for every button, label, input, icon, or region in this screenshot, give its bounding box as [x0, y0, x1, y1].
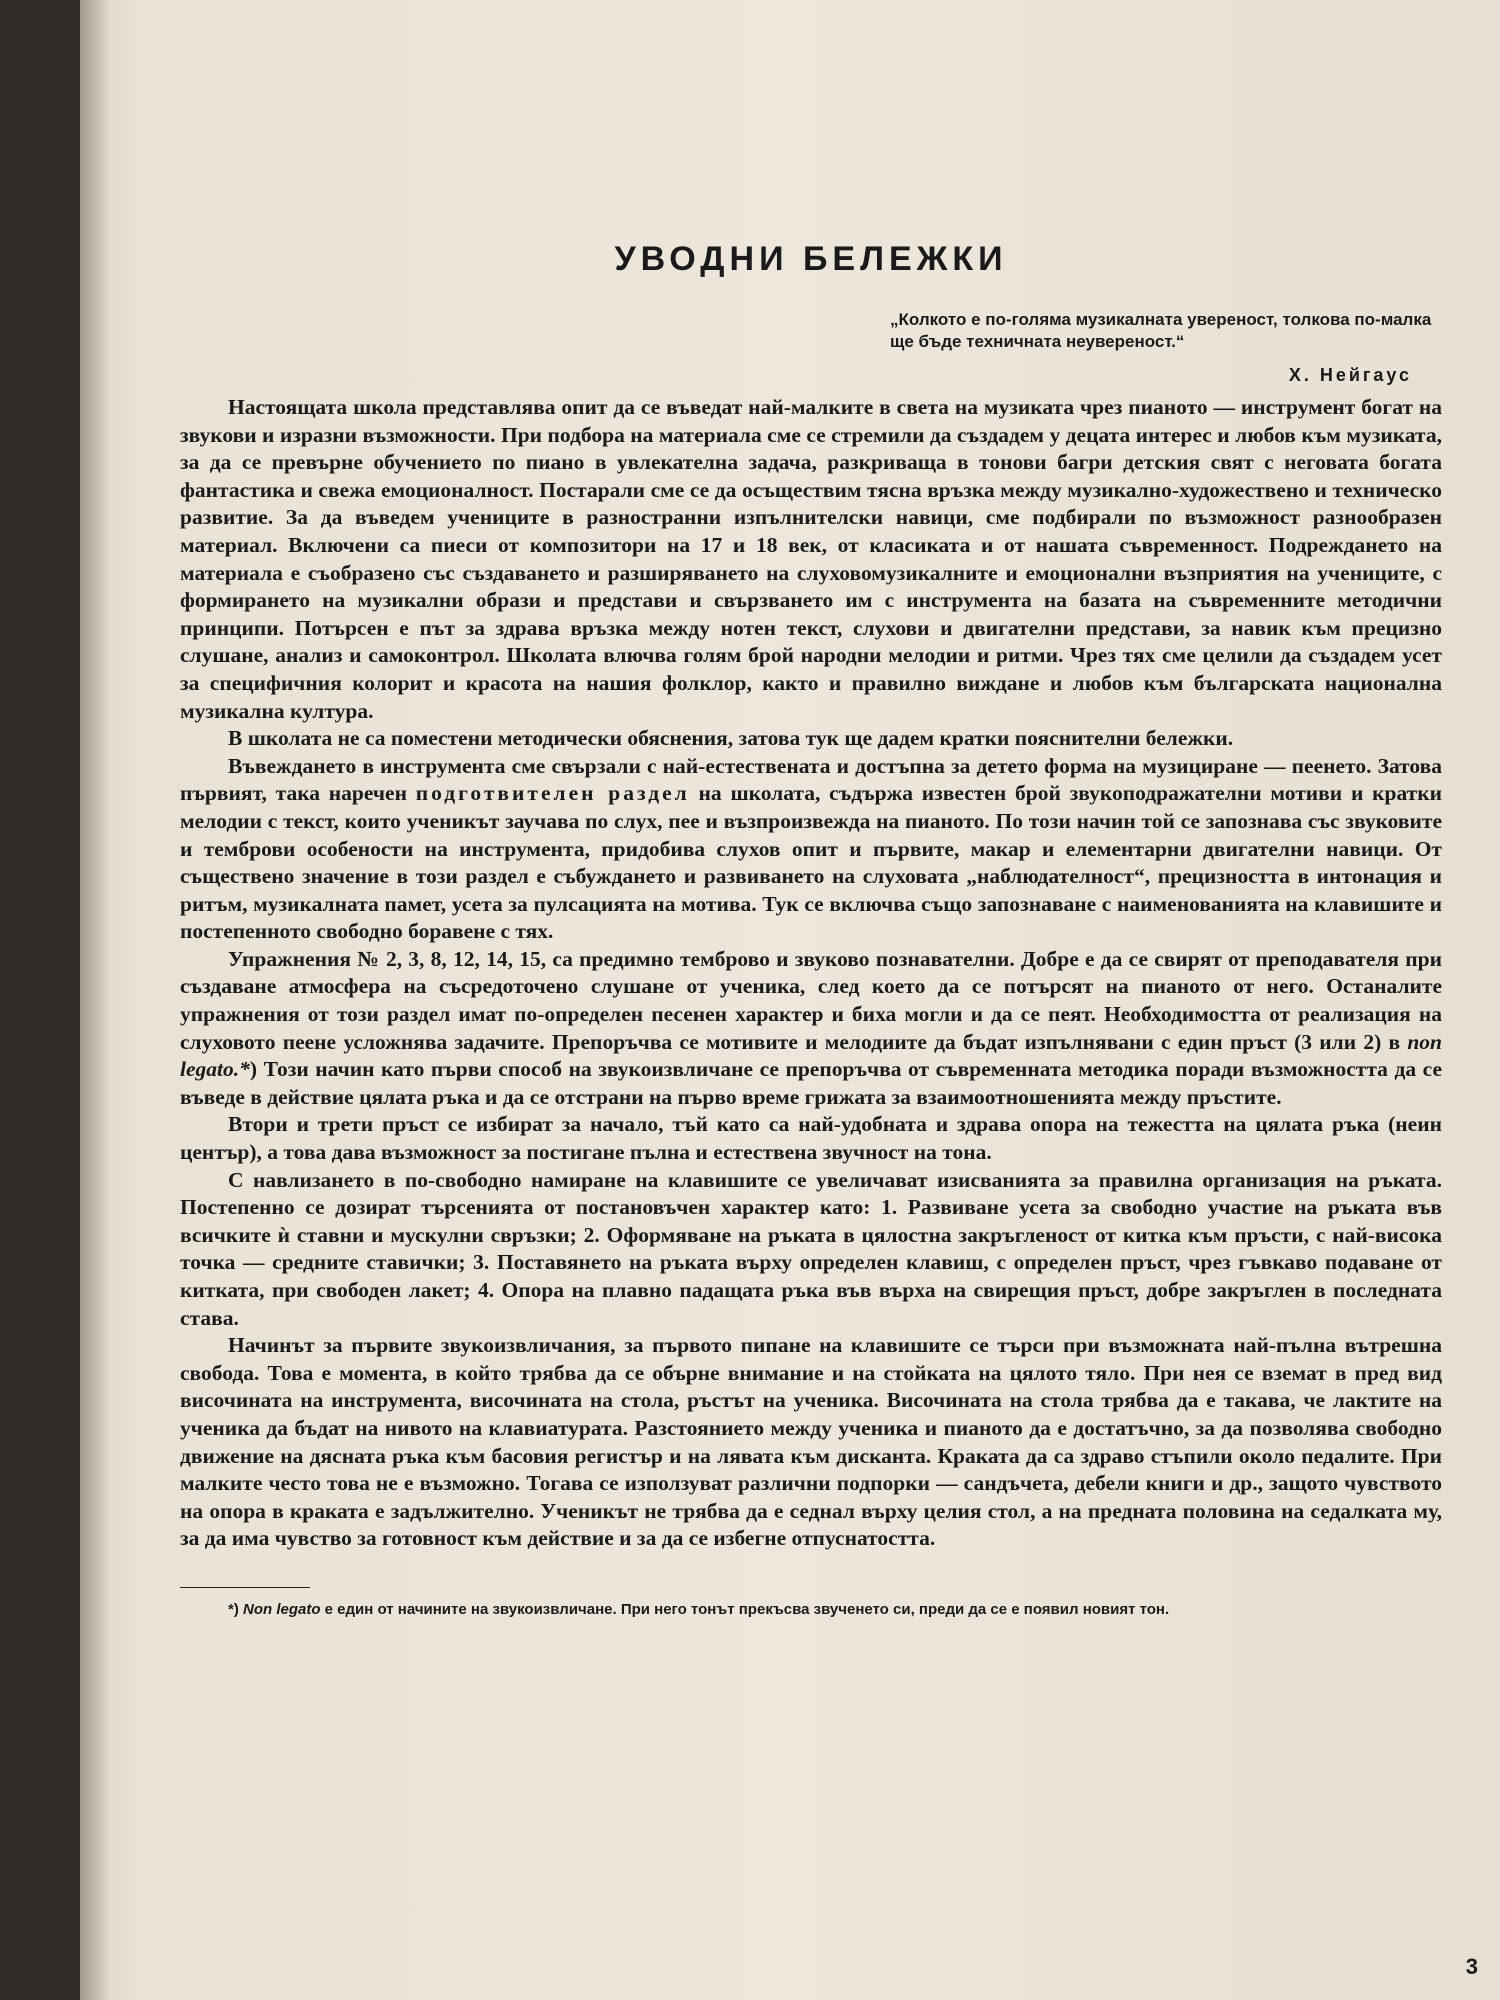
paragraph-text: ) Този начин като първи способ на звукоизвличане се препоръчва от съвременната методика поради възможността да се въведе в действие цялата ръка и да се отстрани на първо време грижата за взаимоотношенията между пръстите.	[180, 1057, 1442, 1109]
paragraph-text: Упражнения № 2, 3, 8, 12, 14, 15, са предимно темброво и звуково познавателни. Добре е да се свирят от преподавателя при създаване атмосфера на съсредоточено слушане от ученика, след което да се потърсят на пианото от него. Останалите упражнения от този раздел имат по-определен песенен характер и биха могли и да се пеят. Необходимостта от реализация на слуховото пеене усложнява задачите. Препоръчва се мотивите и мелодиите да бъдат изпълнявани с един пръст (3 или 2) в	[180, 946, 1442, 1054]
paragraph-posture: Начинът за първите звукоизвличания, за първото пипане на клавишите се търси при възможната най-пълна вътрешна свобода. Това е момента, в който трябва да се обърне внимание и на стойката на цялото тяло. При нея се вземат в пред вид височината на инструмента, височината на стола, ръстът на ученика. Височината на стола трябва да е такава, че лактите на ученика да бъдат на нивото на клавиатурата. Разстоянието между ученика и пианото да е достатъчно, за да позволява свободно движение на дясната ръка към басовия регистър и на лявата към дисканта. Краката да са здраво стъпили около педалите. При малките често това не е възможно. Тогава се използуват различни подпорки — сандъчета, дебели книги и др., защото чувството на опора в краката е задължително. Ученикът не трябва да е седнал върху целия стол, а на предната половина на седалката му, за да има чувство за готовност към действие и за да се избегне отпуснатостта.	[180, 1333, 1442, 1551]
paragraph-exercises	[180, 946, 1442, 1112]
spaced-term: подготвителен раздел	[415, 781, 690, 806]
italic-term: non legato.*	[180, 1029, 1442, 1082]
footnote	[180, 1600, 1442, 1619]
footnote-divider	[180, 1587, 310, 1588]
paragraph-text: Въвеждането в инструмента сме свързали с най-естествената и достъпна за детето форма на музициране — пеенето. Затова първият, така наречен	[180, 753, 1442, 806]
page-number: 3	[1465, 1954, 1478, 1979]
page-content	[180, 240, 1442, 1619]
document-page	[80, 0, 1500, 2000]
paragraph-hand-organization: С навлизането в по-свободно намиране на клавишите се увеличават изисванията за правилна организация на ръката. Постепенно се дозират търсенията от постановъчен характер като: 1. Развиване усета за свободно участие на ръката във всичките ѝ ставни и мускулни свръзки; 2. Оформяване на ръката в цялостна закръгленост от китка към пръсти, с най-висока точка — средните ставички; 3. Поставянето на ръката върху определен клавиш, с определен пръст, чрез гъвкаво подаване от китката, при свободен лакет; 4. Опора на плавно падащата ръка във върха на свирещия пръст, добре закръглен в последната става.	[180, 1167, 1442, 1330]
paragraph-preparatory-section	[180, 753, 1442, 946]
footnote-text: е един от начините на звукоизвличане. При него тонът прекъсва звученето си, преди да се е появил новият тон.	[320, 1600, 1170, 1618]
paragraph-intro: Настоящата школа представлява опит да се въведат най-малките в света на музиката чрез пианото — инструмент богат на звукови и изразни възможности. При подбора на материала сме се стремили да създадем у децата интерес и любов към музиката, за да се превърне обучението по пиано в увлекателна задача, разкриваща в тонови багри детския свят с неговата богата фантастика и свежа емоционалност. Постарали сме се да осъществим тясна връзка между музикално-художествено и техническо развитие. За да въведем учениците в разностранни изпълнителски навици, сме подбирали по възможност разнообразен материал. Включени са пиеси от композитори на 17 и 18 век, от класиката и от нашата съвременност. Подреждането на материала е съобразено със създаването и разширяването на слуховомузикалните и емоционални възприятия на учениците, с формирането на музикални образи и представи и свързването им с инструмента на базата на съвременните методични принципи. Потърсен е път за здрава връзка между нотен текст, слухови и двигателни представи, за навик към прецизно слушане, анализ и самоконтрол. Школата влючва голям брой народни мелодии и ритми. Чрез тях сме целили да създадем усет за специфичния колорит и красота на нашия фолклор, както и правилно виждане и любов към българската национална музикална култура.	[180, 395, 1442, 723]
paragraph-text: на школата, съдържа известен брой звукоподражателни мотиви и кратки мелодии с текст, които ученикът заучава по слух, пее и възпроизвежда на пианото. По този начин той се запознава със звуковите и темброви особености на инструмента, придобива слухов опит и първите, макар и елементарни двигателни навици. От съществено значение в този раздел е събуждането и развиването на слуховата „наблюдателност“, прецизността в интонация и ритъм, музикалната памет, усета за пулсацията на мотива. Тук се включва също запознаване с наименованията на клавишите и постепенното свободно боравене с тях.	[180, 781, 1443, 944]
body-text	[180, 394, 1442, 1553]
epigraph-quote: „Колкото е по-голяма музикалната увереност, толкова по-малка ще бъде техничната неувереност.“	[890, 310, 1432, 351]
footnote-term: Non legato	[243, 1600, 321, 1618]
epigraph-author: Х. Нейгаус	[1288, 365, 1412, 385]
paragraph-notes-lead: В школата не са поместени методически обяснения, затова тук ще дадем кратки пояснителни бележки.	[228, 726, 1234, 751]
paragraph-fingers: Втори и трети пръст се избират за начало, тъй като са най-удобната и здрава опора на тежестта на цялата ръка (неин център), а това дава възможност за постигане пълна и естествена звучност на тона.	[180, 1112, 1442, 1165]
footnote-marker: *)	[228, 1600, 243, 1618]
page-title: УВОДНИ БЕЛЕЖКИ	[614, 240, 1008, 278]
binding-gutter-shadow	[80, 0, 110, 2000]
